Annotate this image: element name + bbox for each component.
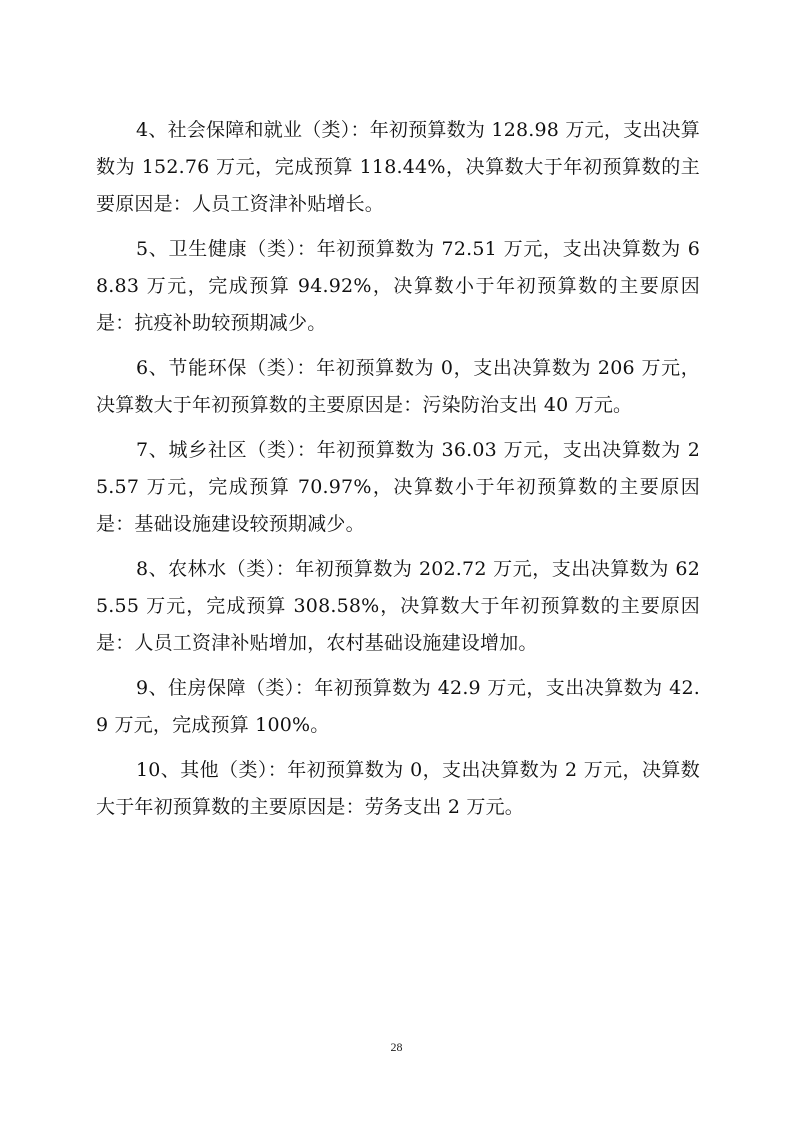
page-number: 28 — [390, 1040, 403, 1054]
paragraph-urban-rural: 7、城乡社区（类）：年初预算数为 36.03 万元，支出决算数为 25.57 万元，完成预算 70.97%，决算数小于年初预算数的主要原因是：基础设施建设较预期减少。 — [96, 439, 700, 535]
document-body — [96, 112, 700, 834]
paragraph-other: 10、其他（类）：年初预算数为 0，支出决算数为 2 万元，决算数大于年初预算数的主要原因是：劳务支出 2 万元。 — [96, 759, 700, 818]
paragraph-social-security: 4、社会保障和就业（类）：年初预算数为 128.98 万元，支出决算数为 152.76 万元，完成预算 118.44%，决算数大于年初预算数的主要原因是：人员工资津补贴增长。 — [96, 119, 700, 215]
paragraph-health: 5、卫生健康（类）：年初预算数为 72.51 万元，支出决算数为 68.83 万元，完成预算 94.92%，决算数小于年初预算数的主要原因是：抗疫补助较预期减少。 — [96, 238, 700, 334]
paragraph-agriculture: 8、农林水（类）：年初预算数为 202.72 万元，支出决算数为 625.55 万元，完成预算 308.58%，决算数大于年初预算数的主要原因是：人员工资津补贴增加，农村基础设施建设增加。 — [96, 558, 700, 654]
paragraph-energy-environment: 6、节能环保（类）：年初预算数为 0，支出决算数为 206 万元，决算数大于年初预算数的主要原因是：污染防治支出 40 万元。 — [96, 357, 700, 416]
paragraph-housing: 9、住房保障（类）：年初预算数为 42.9 万元，支出决算数为 42.9 万元，完成预算 100%。 — [96, 677, 700, 736]
